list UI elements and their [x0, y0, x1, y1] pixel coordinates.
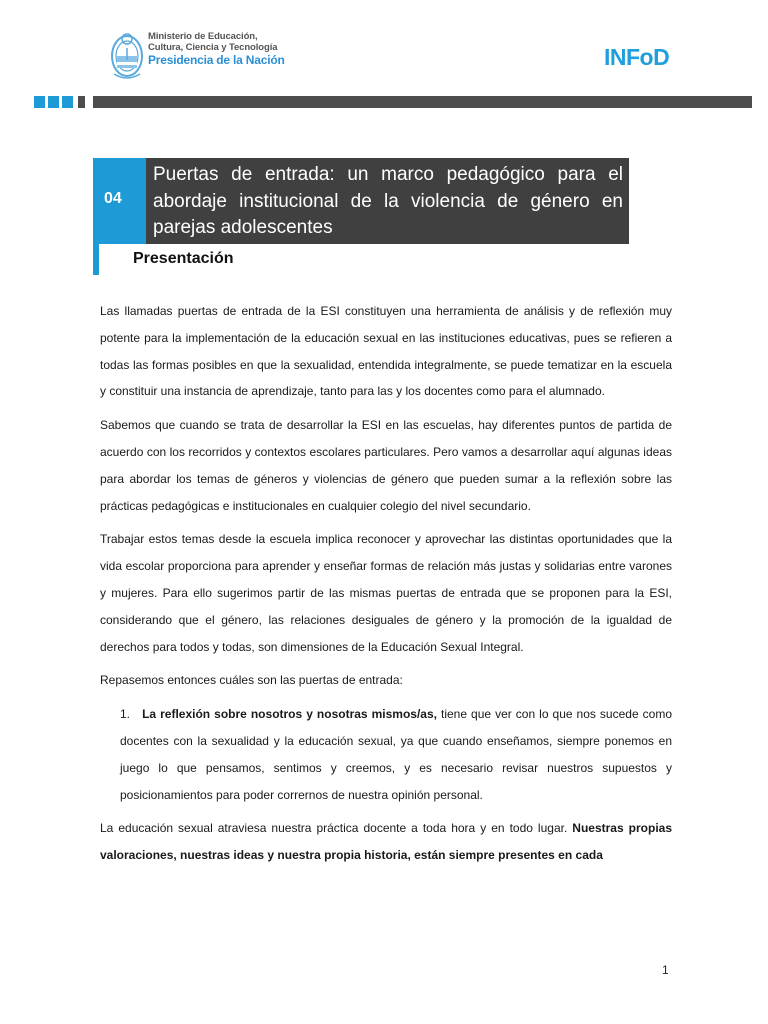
ministry-name-line1: Ministerio de Educación,: [148, 31, 258, 42]
paragraph: Repasemos entonces cuáles son las puertas de entrada:: [100, 673, 403, 688]
chapter-title-box: [146, 158, 629, 244]
list-item: [100, 701, 672, 808]
chapter-number: 04: [104, 190, 122, 207]
body-text: [100, 298, 672, 876]
list-item-text: tiene que ver con lo que nos sucede como docentes con la sexualidad y la educación sexual, ya que cuando enseñamos, siempre ponemos en juego lo que pensamos, sentimos y creemos, y es necesario revisar nuestros supuestos y posicionamientos para poder corrernos de nuestra opinión personal.: [120, 707, 672, 802]
header-divider-bar: [34, 96, 752, 108]
ministry-name-line2: Cultura, Ciencia y Tecnología: [148, 42, 278, 53]
paragraph: Las llamadas puertas de entrada de la ESI constituyen una herramienta de análisis y de reflexión muy potente para la implementación de la educación sexual en las instituciones educativas, pues se refieren a todas las formas posibles en que la sexualidad, entendida integralmente, se puede tematizar en la escuela y constituir una instancia de aprendizaje, tanto para las y los docentes como para el alumnado.: [100, 304, 672, 399]
infod-brand: INFoD: [604, 44, 670, 70]
list-item-number: 1.: [120, 707, 131, 722]
divider-line: [93, 96, 752, 108]
argentina-coat-of-arms-icon: [108, 26, 146, 84]
paragraph: [100, 815, 672, 869]
divider-square: [62, 96, 73, 108]
paragraph-bold: Nuestras propias valoraciones, nuestras ideas y nuestra propia historia, están siempre presentes en cada: [100, 821, 672, 863]
ministry-logo: [108, 26, 298, 84]
chapter-title: Puertas de entrada: un marco pedagógico para el abordaje institucional de la violencia de género en parejas adolescentes: [153, 164, 623, 238]
paragraph: Trabajar estos temas desde la escuela implica reconocer y aprovechar las distintas oportunidades que la vida escolar proporciona para aprender y enseñar formas de relación más justas y solidarias entre varones y mujeres. Para ello sugerimos partir de las mismas puertas de entrada que se proponen para la ESI, considerando que el género, las relaciones desiguales de género y la promoción de la igualdad de derechos para todos y todas, son dimensiones de la Educación Sexual Integral.: [100, 532, 672, 654]
divider-square: [78, 96, 85, 108]
chapter-number-box: [93, 158, 146, 244]
divider-square: [48, 96, 59, 108]
divider-square: [34, 96, 45, 108]
section-heading: Presentación: [133, 250, 234, 267]
chapter-accent-stripe: [93, 244, 99, 275]
presidency-name: Presidencia de la Nación: [148, 53, 285, 67]
paragraph-regular: La educación sexual atraviesa nuestra práctica docente a toda hora y en todo lugar.: [100, 821, 573, 836]
paragraph: Sabemos que cuando se trata de desarrollar la ESI en las escuelas, hay diferentes puntos de partida de acuerdo con los recorridos y contextos escolares particulares. Pero vamos a desarrollar aquí algunas ideas para abordar los temas de géneros y violencias de género que pueden sumar a la reflexión sobre las prácticas pedagógicas e institucionales en cualquier colegio del nivel secundario.: [100, 418, 672, 513]
list-item-bold: La reflexión sobre nosotros y nosotras mismos/as,: [142, 707, 437, 722]
page-number: 1: [662, 963, 669, 977]
